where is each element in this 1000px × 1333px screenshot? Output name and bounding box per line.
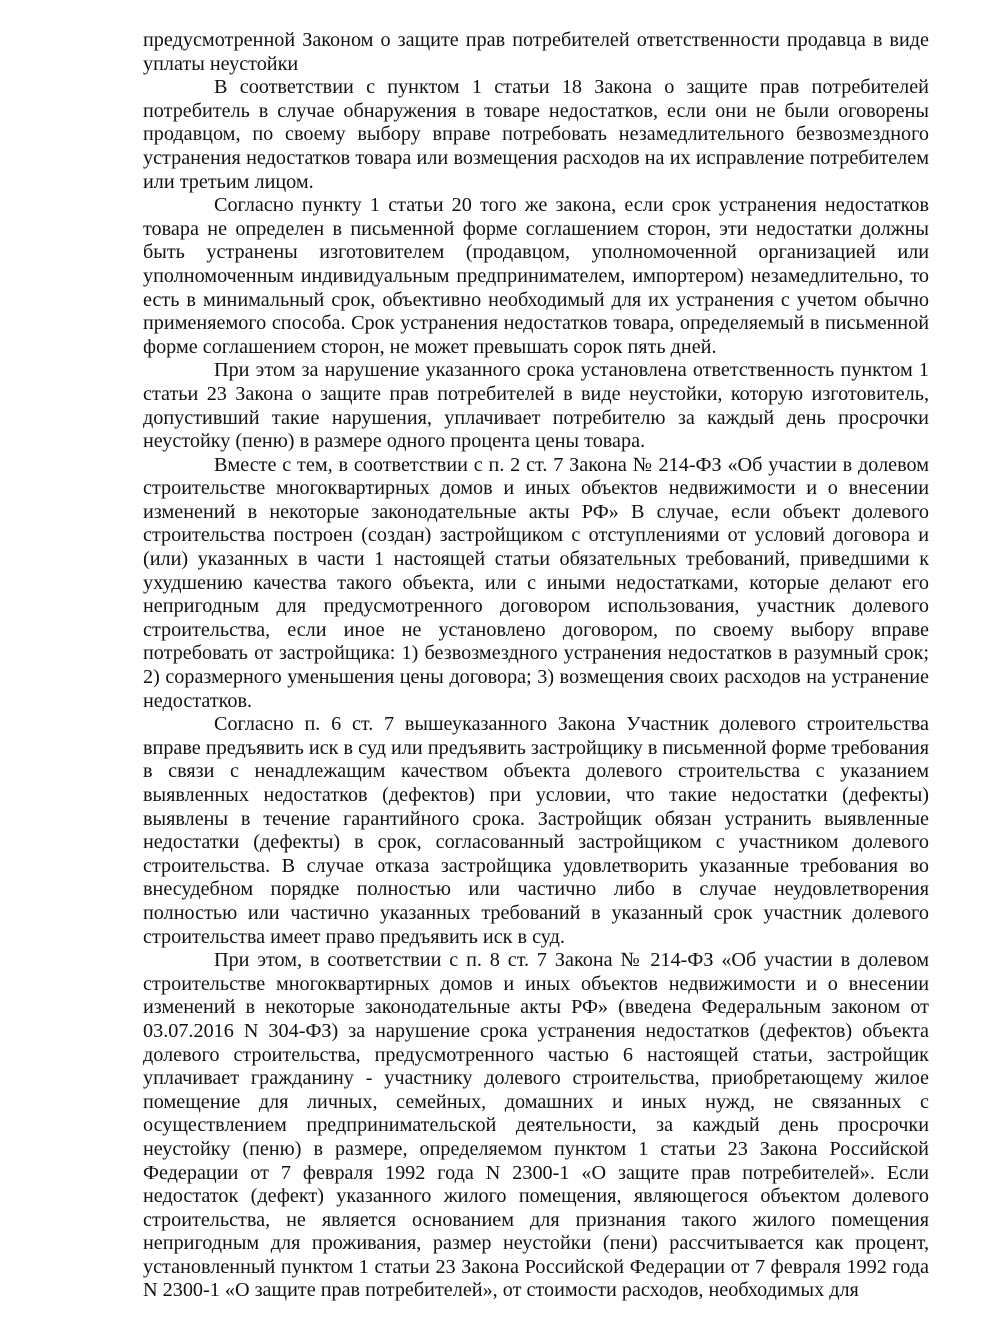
paragraph-1: предусмотренной Законом о защите прав потребителей ответственности продавца в виде уплаты неустойки: [143, 29, 929, 75]
paragraph-3: Согласно пункту 1 статьи 20 того же закона, если срок устранения недостатков товара не определен в письменной форме соглашением сторон, эти недостатки должны быть устранены изготовителем (продавцом, уполномоченной организацией или уполномоченным индивидуальным предпринимателем, импортером) незамедлительно, то есть в минимальный срок, объективно необходимый для их устранения с учетом обычно применяемого способа. Срок устранения недостатков товара, определяемый в письменной форме соглашением сторон, не может превышать сорок пять дней.: [143, 194, 929, 358]
document-page: [143, 29, 929, 1303]
paragraph-7: При этом, в соответствии с п. 8 ст. 7 Закона № 214-ФЗ «Об участии в долевом строительстве многоквартирных домов и иных объектов недвижимости и о внесении изменений в некоторые законодательные акты РФ» (введена Федеральным законом от 03.07.2016 N 304-ФЗ) за нарушение срока устранения недостатков (дефектов) объекта долевого строительства, предусмотренного частью 6 настоящей статьи, застройщик уплачивает гражданину - участнику долевого строительства, приобретающему жилое помещение для личных, семейных, домашних и иных нужд, не связанных с осуществлением предпринимательской деятельности, за каждый день просрочки неустойку (пеню) в размере, определяемом пунктом 1 статьи 23 Закона Российской Федерации от 7 февраля 1992 года N 2300-1 «О защите прав потребителей». Если недостаток (дефект) указанного жилого помещения, являющегося объектом долевого строительства, не является основанием для признания такого жилого помещения непригодным для проживания, размер неустойки (пени) рассчитывается как процент, установленный пунктом 1 статьи 23 Закона Российской Федерации от 7 февраля 1992 года N 2300-1 «О защите прав потребителей», от стоимости расходов, необходимых для: [143, 949, 929, 1302]
paragraph-5: Вместе с тем, в соответствии с п. 2 ст. 7 Закона № 214-ФЗ «Об участии в долевом строительстве многоквартирных домов и иных объектов недвижимости и о внесении изменений в некоторые законодательные акты РФ» В случае, если объект долевого строительства построен (создан) застройщиком с отступлениями от условий договора и (или) указанных в части 1 настоящей статьи обязательных требований, приведшими к ухудшению качества такого объекта, или с иными недостатками, которые делают его непригодным для предусмотренного договором использования, участник долевого строительства, если иное не установлено договором, по своему выбору вправе потребовать от застройщика: 1) безвозмездного устранения недостатков в разумный срок; 2) соразмерного уменьшения цены договора; 3) возмещения своих расходов на устранение недостатков.: [143, 453, 929, 712]
paragraph-2: В соответствии с пунктом 1 статьи 18 Закона о защите прав потребителей потребитель в случае обнаружения в товаре недостатков, если они не были оговорены продавцом, по своему выбору вправе потребовать незамедлительного безвозмездного устранения недостатков товара или возмещения расходов на их исправление потребителем или третьим лицом.: [143, 76, 929, 193]
paragraph-6: Согласно п. 6 ст. 7 вышеуказанного Закона Участник долевого строительства вправе предъявить иск в суд или предъявить застройщику в письменной форме требования в связи с ненадлежащим качеством объекта долевого строительства с указанием выявленных недостатков (дефектов) при условии, что такие недостатки (дефекты) выявлены в течение гарантийного срока. Застройщик обязан устранить выявленные недостатки (дефекты) в срок, согласованный застройщиком с участником долевого строительства. В случае отказа застройщика удовлетворить указанные требования во внесудебном порядке полностью или частично либо в случае неудовлетворения полностью или частично указанных требований в указанный срок участник долевого строительства имеет право предъявить иск в суд.: [143, 713, 929, 948]
paragraph-4: При этом за нарушение указанного срока установлена ответственность пунктом 1 статьи 23 Закона о защите прав потребителей в виде неустойки, которую изготовитель, допустивший такие нарушения, уплачивает потребителю за каждый день просрочки неустойку (пеню) в размере одного процента цены товара.: [143, 359, 929, 453]
